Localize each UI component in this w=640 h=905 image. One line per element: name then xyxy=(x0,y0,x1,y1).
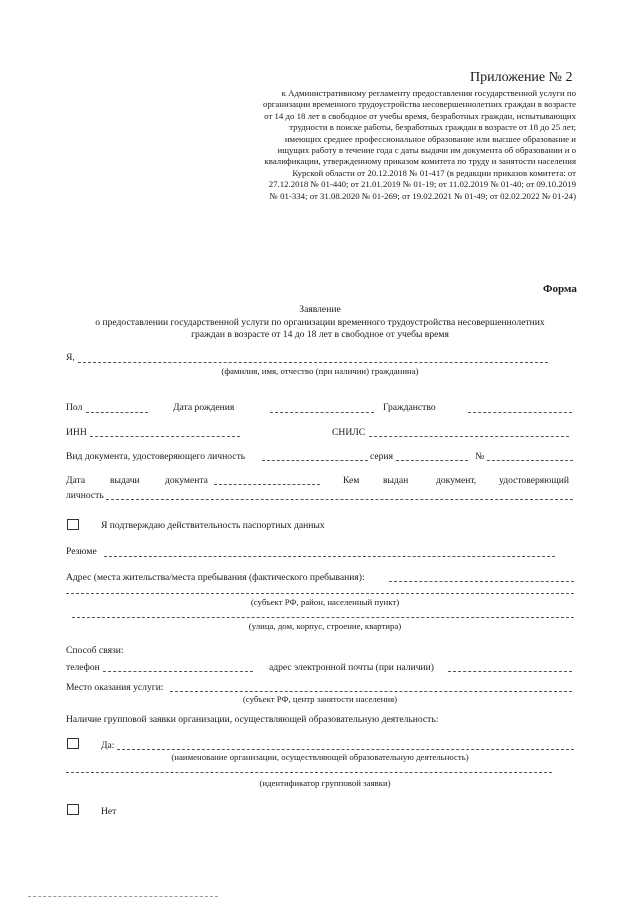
appendix-title: Приложение № 2 xyxy=(470,70,573,85)
address-field-1[interactable] xyxy=(389,581,574,582)
series-label: серия xyxy=(370,451,393,462)
statement-subtitle-line2: граждан в возрасте от 14 до 18 лет в свободное от учебы время xyxy=(191,329,449,340)
form-label: Форма xyxy=(543,283,577,295)
sex-label: Пол xyxy=(66,402,83,413)
number-field[interactable] xyxy=(487,460,573,461)
phone-label: телефон xyxy=(66,662,100,673)
group-request-id-caption: (идентификатор групповой заявки) xyxy=(259,778,391,788)
email-field[interactable] xyxy=(448,671,572,672)
service-place-caption: (субъект РФ, центр занятости населения) xyxy=(242,694,398,704)
organization-name-field[interactable] xyxy=(117,749,574,750)
inn-label: ИНН xyxy=(66,427,87,438)
group-request-yes-label: Да: xyxy=(101,740,115,751)
issue-word-document: документа xyxy=(165,475,208,486)
issue-word-date: Дата xyxy=(66,475,86,486)
issue-word-of-issue: выдачи xyxy=(110,475,140,486)
fio-field[interactable] xyxy=(78,362,548,363)
issue-date-field[interactable] xyxy=(214,484,320,485)
address-field-2[interactable] xyxy=(66,593,574,594)
birth-date-field[interactable] xyxy=(270,412,374,413)
issued-by-field[interactable] xyxy=(106,499,573,500)
fio-caption: (фамилия, имя, отчество (при наличии) гражданина) xyxy=(221,366,419,376)
citizenship-label: Гражданство xyxy=(383,402,436,413)
issued-word: выдан xyxy=(383,475,409,486)
series-field[interactable] xyxy=(396,460,468,461)
passport-confirm-checkbox[interactable] xyxy=(67,519,79,530)
group-request-label: Наличие групповой заявки организации, осуществляющей образовательную деятельность: xyxy=(66,714,439,725)
passport-confirm-label: Я подтверждаю действительность паспортных данных xyxy=(101,520,325,531)
inn-field[interactable] xyxy=(90,436,240,437)
address-field-street[interactable] xyxy=(72,617,574,618)
scan-edge-line xyxy=(28,896,218,897)
snils-label: СНИЛС xyxy=(332,427,366,438)
number-label: № xyxy=(475,451,485,462)
resume-field[interactable] xyxy=(104,556,555,557)
service-place-field[interactable] xyxy=(170,691,572,692)
issued-by-word: Кем xyxy=(343,475,360,486)
service-place-label: Место оказания услуги: xyxy=(66,682,164,693)
resume-label: Резюме xyxy=(66,546,97,557)
address-caption-street: (улица, дом, корпус, строение, квартира) xyxy=(248,621,402,631)
group-request-no-label: Нет xyxy=(101,806,117,817)
group-request-yes-checkbox[interactable] xyxy=(67,738,79,749)
appendix-description: к Административному регламенту предоставления государственной услуги по организации временного трудоустройства несовершеннолетних граждан в возрасте от 14 до 18 лет в свободное от учебы время, безработных граждан, испытывающих трудности в поиске работы, безработных граждан в возрасте от 18 до 25 лет, имеющих среднее профессиональное образование или высшее образование и ищущих работу в течение года с даты выдачи им документа об образовании и о квалификации, утвержденному приказом комитета по труду и занятости населения Курской области от 20.12.2018 № 01-417 (в редакции приказов комитета: от 27.12.2018 № 01-440; от 21.01.2019 № 01-19; от 11.02.2019 № 01-40; от 09.10.2019 № 01-334; от 31.08.2020 № 01-269; от 19.02.2021 № 01-49; от 02.02.2022 № 01-24) xyxy=(262,88,576,201)
group-request-no-checkbox[interactable] xyxy=(67,804,79,815)
snils-field[interactable] xyxy=(369,436,569,437)
identity-label: личность xyxy=(66,490,104,501)
doc-type-field[interactable] xyxy=(262,460,368,461)
statement-subtitle-line1: о предоставлении государственной услуги по организации временного трудоустройства несовершеннолетних xyxy=(95,317,545,328)
i-label: Я, xyxy=(66,352,75,363)
certifying-word: удостоверяющий xyxy=(499,475,569,486)
address-caption-region: (субъект РФ, район, населенный пункт) xyxy=(250,597,400,607)
phone-field[interactable] xyxy=(103,671,253,672)
citizenship-field[interactable] xyxy=(468,412,572,413)
contact-method-label: Способ связи: xyxy=(66,645,124,656)
organization-name-caption: (наименование организации, осуществляющей образовательную деятельность) xyxy=(171,752,469,762)
birth-date-label: Дата рождения xyxy=(173,402,235,413)
group-request-id-field[interactable] xyxy=(66,772,552,773)
sex-field[interactable] xyxy=(86,412,148,413)
address-label: Адрес (места жительства/места пребывания (фактического пребывания): xyxy=(66,572,365,583)
statement-title: Заявление xyxy=(299,304,341,315)
document-word: документ, xyxy=(436,475,477,486)
email-label: адрес электронной почты (при наличии) xyxy=(269,662,435,673)
doc-type-label: Вид документа, удостоверяющего личность xyxy=(66,451,246,462)
